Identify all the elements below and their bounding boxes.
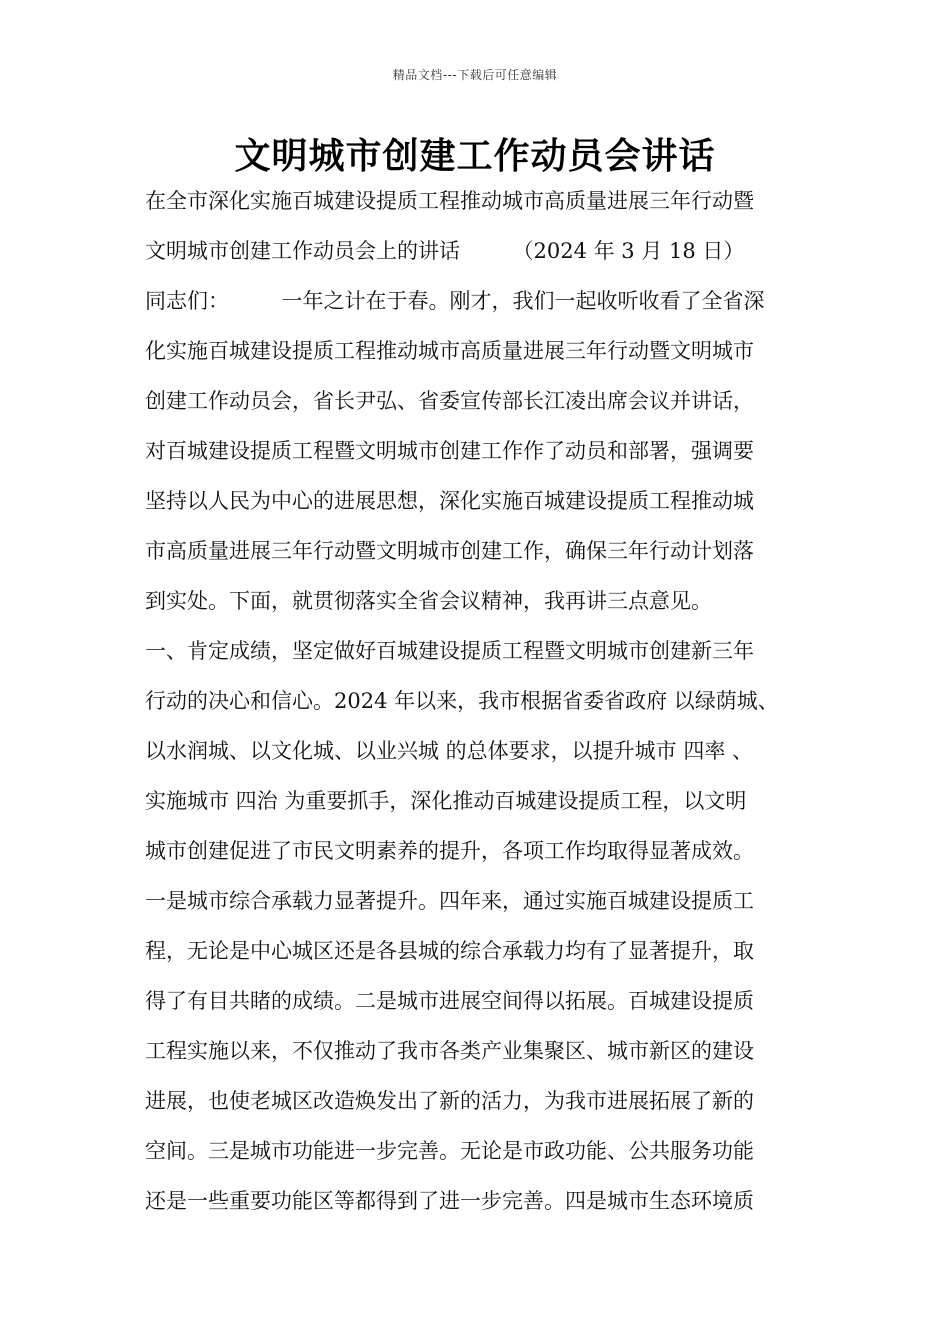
- text-line: 文明城市创建工作动员会上的讲话 （2024 年 3 月 18 日）: [145, 239, 745, 263]
- text-line: 在全市深化实施百城建设提质工程推动城市高质量进展三年行动暨: [145, 189, 754, 213]
- body-text: [145, 176, 825, 1226]
- text-line: 还是一些重要功能区等都得到了进一步完善。四是城市生态环境质: [145, 1189, 754, 1213]
- text-line: 实施城市 四治 为重要抓手，深化推动百城建设提质工程，以文明: [145, 789, 747, 813]
- text-line: 一、肯定成绩，坚定做好百城建设提质工程暨文明城市创建新三年: [145, 639, 754, 663]
- text-line: 程，无论是中心城区还是各县城的综合承载力均有了显著提升，取: [145, 939, 754, 963]
- text-line: 化实施百城建设提质工程推动城市高质量进展三年行动暨文明城市: [145, 339, 754, 363]
- text-line: 创建工作动员会，省长尹弘、省委宣传部长江凌出席会议并讲话，: [145, 389, 754, 413]
- text-line: 以水润城、以文化城、以业兴城 的总体要求，以提升城市 四率 、: [145, 739, 754, 763]
- text-line: 到实处。下面，就贯彻落实全省会议精神，我再讲三点意见。: [145, 589, 712, 613]
- text-line: 坚持以人民为中心的进展思想，深化实施百城建设提质工程推动城: [145, 489, 754, 513]
- text-line: 得了有目共睹的成绩。二是城市进展空间得以拓展。百城建设提质: [145, 989, 754, 1013]
- text-line: 工程实施以来，不仅推动了我市各类产业集聚区、城市新区的建设: [145, 1039, 754, 1063]
- text-line: 空间。三是城市功能进一步完善。无论是市政功能、公共服务功能: [145, 1139, 754, 1163]
- text-line: 一是城市综合承载力显著提升。四年来，通过实施百城建设提质工: [145, 889, 754, 913]
- text-line: 市高质量进展三年行动暨文明城市创建工作，确保三年行动计划落: [145, 539, 754, 563]
- text-line: 进展，也使老城区改造焕发出了新的活力，为我市进展拓展了新的: [145, 1089, 754, 1113]
- text-line: 对百城建设提质工程暨文明城市创建工作作了动员和部署，强调要: [145, 439, 754, 463]
- text-line: 行动的决心和信心。2024 年以来，我市根据省委省政府 以绿荫城、: [145, 689, 779, 713]
- text-line: 城市创建促进了市民文明素养的提升，各项工作均取得显著成效。: [145, 839, 754, 863]
- text-line: 同志们： 一年之计在于春。刚才，我们一起收听收看了全省深: [145, 289, 765, 313]
- header-note: 精品文档---下载后可任意编辑: [392, 68, 558, 82]
- page-title: 文明城市创建工作动员会讲话: [234, 136, 716, 177]
